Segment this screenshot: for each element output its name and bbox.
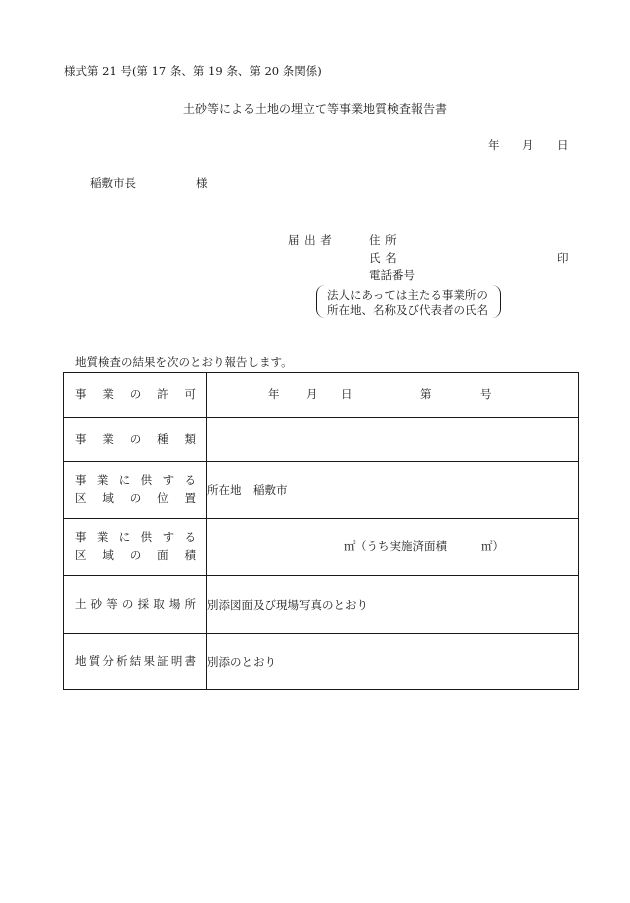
corporate-note — [316, 285, 501, 318]
addressee-name: 稲敷市長 — [90, 176, 136, 190]
table-row — [64, 373, 579, 418]
area-note: （うち実施済面積 — [355, 539, 447, 553]
row-label-line: 事 業 の 許 可 — [75, 387, 196, 402]
report-table — [63, 372, 579, 690]
table-row — [64, 418, 579, 462]
corporate-note-line-1: 法人にあっては主たる事業所の — [327, 288, 488, 302]
row-label — [64, 519, 207, 576]
permit-go: 号 — [480, 387, 492, 401]
table-row — [64, 634, 579, 690]
row-label — [64, 418, 207, 462]
address-label: 住所 — [369, 233, 402, 247]
permit-value — [207, 373, 579, 418]
row-label — [64, 634, 207, 690]
certificate-value: 別添のとおり — [207, 634, 579, 690]
table-row — [64, 576, 579, 634]
row-label-line: 区 域 の 面 積 — [75, 548, 196, 562]
row-label — [64, 576, 207, 634]
area-value — [207, 519, 579, 576]
row-label — [64, 462, 207, 519]
date-year-label: 年 — [488, 138, 500, 152]
permit-day: 日 — [341, 387, 353, 401]
permit-month: 月 — [306, 387, 318, 401]
permit-year: 年 — [268, 387, 280, 401]
row-label-line: 事 業 に 供 す る — [75, 530, 196, 545]
date-month-label: 月 — [522, 138, 534, 152]
date-day-label: 日 — [557, 138, 569, 152]
table-row — [64, 462, 579, 519]
area-unit-2: ㎡） — [481, 539, 504, 553]
intro-text: 地質検査の結果を次のとおり報告します。 — [75, 355, 293, 369]
document-title: 土砂等による土地の埋立て等事業地質検査報告書 — [182, 102, 447, 116]
phone-label: 電話番号 — [369, 268, 415, 282]
row-label — [64, 373, 207, 418]
business-type-value — [207, 418, 579, 462]
seal-mark: 印 — [557, 251, 569, 265]
area-unit: ㎡ — [344, 539, 356, 553]
corporate-note-line-2: 所在地、名称及び代表者の氏名 — [327, 303, 488, 317]
row-label-line: 事 業 の 種 類 — [75, 431, 196, 446]
row-label-line: 事 業 に 供 す る — [75, 473, 196, 488]
addressee-honorific: 様 — [196, 176, 208, 190]
table-row — [64, 519, 579, 576]
location-value: 所在地 稲敷市 — [207, 462, 579, 519]
form-number: 様式第 21 号(第 17 条、第 19 条、第 20 条関係) — [64, 64, 322, 78]
row-label-line: 土 砂 等 の 採 取 場 所 — [75, 596, 196, 611]
source-location-value: 別添図面及び現場写真のとおり — [207, 576, 579, 634]
row-label-line: 地 質 分 析 結 果 証 明 書 — [75, 653, 196, 668]
applicant-label: 届出者 — [288, 233, 337, 247]
name-label: 氏名 — [369, 251, 402, 265]
permit-dai: 第 — [420, 387, 432, 401]
row-label-line: 区 域 の 位 置 — [75, 491, 196, 505]
